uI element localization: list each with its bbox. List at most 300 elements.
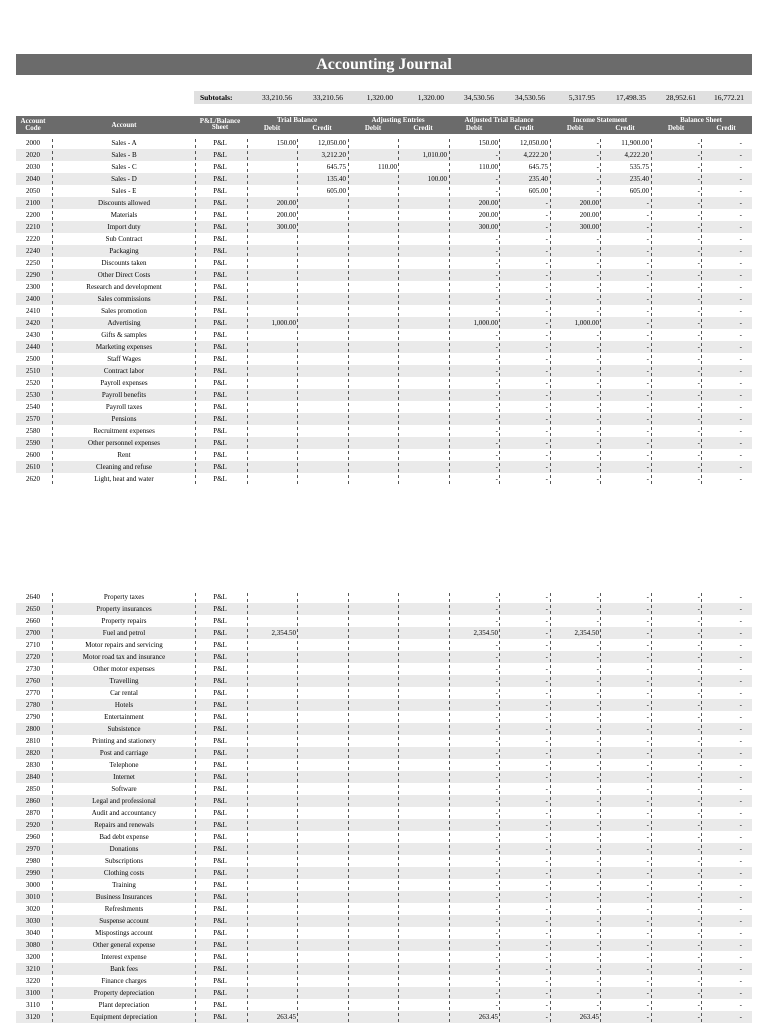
balance-debit-cell: -: [697, 917, 700, 925]
adjusted-debit-cell: -: [495, 665, 498, 673]
balance-credit-cell: -: [739, 223, 742, 231]
table-row: [16, 305, 752, 317]
adjusting-debit-cell: [349, 735, 397, 747]
adjusting-credit-cell: [399, 639, 447, 651]
adjusted-debit-cell: -: [495, 821, 498, 829]
adjusting-debit-cell: [349, 473, 397, 485]
income-debit-cell: -: [596, 247, 599, 255]
trial-credit-cell: [298, 245, 346, 257]
account-name-cell: Clothing costs: [103, 869, 145, 877]
adjusting-debit-cell: [349, 401, 397, 413]
account-code-cell: 2790: [26, 713, 40, 721]
adjusted-credit-cell: -: [545, 641, 548, 649]
account-code-cell: 2430: [26, 331, 40, 339]
adjusted-debit-cell: -: [495, 965, 498, 973]
adjusted-debit-cell: -: [495, 773, 498, 781]
trial-debit-cell: 200.00: [276, 211, 296, 219]
adjusting-credit-cell: [399, 185, 447, 197]
balance-credit-cell: -: [739, 475, 742, 483]
adjusted-debit-cell: -: [495, 391, 498, 399]
trial-debit-cell: 150.00: [276, 139, 296, 147]
account-name-cell: Entertainment: [104, 713, 144, 721]
adjusting-credit-cell: [399, 449, 447, 461]
balance-debit-cell: -: [697, 665, 700, 673]
adjusted-debit-cell: -: [495, 845, 498, 853]
income-credit-cell: -: [646, 223, 649, 231]
trial-debit-cell: [248, 699, 296, 711]
trial-debit-cell: [248, 675, 296, 687]
income-debit-cell: -: [596, 881, 599, 889]
account-code-cell: 2620: [26, 475, 40, 483]
account-code-cell: 2640: [26, 593, 40, 601]
adjusting-debit-cell: [349, 317, 397, 329]
account-name-cell: Cleaning and refuse: [96, 463, 152, 471]
income-credit-cell: -: [646, 797, 649, 805]
income-debit-cell: -: [596, 677, 599, 685]
adjusting-debit-cell: [349, 413, 397, 425]
account-name-cell: Payroll expenses: [100, 379, 148, 387]
income-credit-cell: -: [646, 199, 649, 207]
income-credit-cell: -: [646, 905, 649, 913]
adjusting-credit-cell: [399, 747, 447, 759]
table-row: [16, 879, 752, 891]
pl-balance-sheet-cell: P&L: [213, 1001, 227, 1009]
adjusting-credit-cell: [399, 771, 447, 783]
income-credit-cell: -: [646, 319, 649, 327]
income-credit-cell: -: [646, 1013, 649, 1021]
account-name-cell: Property taxes: [103, 593, 145, 601]
balance-credit-cell: -: [739, 737, 742, 745]
income-credit-cell: -: [646, 451, 649, 459]
table-row: [16, 329, 752, 341]
balance-credit-cell: -: [739, 235, 742, 243]
trial-credit-cell: [298, 603, 346, 615]
adjusting-debit-cell: [349, 987, 397, 999]
trial-debit-cell: [248, 149, 296, 161]
trial-debit-cell: [248, 401, 296, 413]
income-debit-cell: -: [596, 1001, 599, 1009]
trial-debit-cell: 1,000.00: [271, 319, 296, 327]
income-credit-cell: -: [646, 965, 649, 973]
adjusted-credit-cell: -: [545, 953, 548, 961]
pl-balance-sheet-cell: P&L: [213, 737, 227, 745]
adjusted-credit-cell: -: [545, 845, 548, 853]
adjusted-debit-cell: -: [495, 295, 498, 303]
account-code-cell: 2570: [26, 415, 40, 423]
balance-debit-cell: -: [697, 451, 700, 459]
account-code-cell: 2050: [26, 187, 40, 195]
balance-credit-cell: -: [739, 331, 742, 339]
account-code-cell: 2000: [26, 139, 40, 147]
balance-credit-cell: -: [739, 881, 742, 889]
adjusted-credit-cell: -: [545, 809, 548, 817]
subtotal-value: 17,498.35: [616, 93, 646, 102]
table-row: [16, 687, 752, 699]
account-name-cell: Telephone: [109, 761, 139, 769]
pl-balance-sheet-cell: P&L: [213, 617, 227, 625]
trial-debit-cell: [248, 795, 296, 807]
account-name-cell: Light, heat and water: [94, 475, 154, 483]
account-name-cell: Research and development: [86, 283, 162, 291]
adjusted-debit-cell: -: [495, 259, 498, 267]
pl-balance-sheet-cell: P&L: [213, 977, 227, 985]
balance-credit-cell: -: [739, 151, 742, 159]
trial-debit-cell: [248, 987, 296, 999]
adjusting-credit-cell: [399, 927, 447, 939]
income-credit-cell: -: [646, 593, 649, 601]
adjusting-debit-cell: [349, 257, 397, 269]
account-name-cell: Suspense account: [99, 917, 149, 925]
income-debit-cell: -: [596, 295, 599, 303]
trial-debit-cell: [248, 663, 296, 675]
table-row: [16, 293, 752, 305]
adjusted-debit-cell: -: [495, 593, 498, 601]
trial-credit-cell: [298, 807, 346, 819]
adjusting-debit-cell: [349, 615, 397, 627]
adjusted-debit-cell: -: [495, 439, 498, 447]
adjusting-debit-cell: [349, 149, 397, 161]
trial-credit-cell: [298, 855, 346, 867]
adjusting-debit-cell: [349, 233, 397, 245]
balance-credit-cell: -: [739, 283, 742, 291]
table-row: [16, 209, 752, 221]
account-code-cell: 2700: [26, 629, 40, 637]
pl-balance-sheet-cell: P&L: [213, 403, 227, 411]
account-code-cell: 2830: [26, 761, 40, 769]
table-row: [16, 747, 752, 759]
header-credit: Credit: [312, 124, 332, 132]
account-name-cell: Staff Wages: [107, 355, 141, 363]
account-name-cell: Printing and stationery: [92, 737, 156, 745]
pl-balance-sheet-cell: P&L: [213, 713, 227, 721]
adjusted-credit-cell: -: [545, 929, 548, 937]
trial-debit-cell: [248, 353, 296, 365]
income-debit-cell: -: [596, 953, 599, 961]
table-row: [16, 591, 752, 603]
adjusted-credit-cell: -: [545, 199, 548, 207]
table-row: [16, 723, 752, 735]
balance-debit-cell: -: [697, 713, 700, 721]
trial-credit-cell: [298, 903, 346, 915]
pl-balance-sheet-cell: P&L: [213, 1013, 227, 1021]
balance-credit-cell: -: [739, 857, 742, 865]
account-name-cell: Property repairs: [101, 617, 147, 625]
adjusting-credit-cell: [399, 783, 447, 795]
income-debit-cell: -: [596, 809, 599, 817]
trial-debit-cell: [248, 879, 296, 891]
adjusted-debit-cell: 300.00: [478, 223, 498, 231]
adjusted-credit-cell: -: [545, 677, 548, 685]
pl-balance-sheet-cell: P&L: [213, 187, 227, 195]
income-credit-cell: -: [646, 893, 649, 901]
trial-credit-cell: [298, 663, 346, 675]
adjusted-debit-cell: -: [495, 977, 498, 985]
adjusted-credit-cell: -: [545, 235, 548, 243]
account-name-cell: Recruitment expenses: [93, 427, 155, 435]
adjusted-credit-cell: -: [545, 295, 548, 303]
adjusting-debit-cell: [349, 675, 397, 687]
income-debit-cell: -: [596, 391, 599, 399]
account-code-cell: 2200: [26, 211, 40, 219]
trial-debit-cell: [248, 735, 296, 747]
trial-debit-cell: [248, 281, 296, 293]
adjusted-credit-cell: -: [545, 989, 548, 997]
adjusting-debit-cell: [349, 687, 397, 699]
adjusted-debit-cell: 263.45: [478, 1013, 498, 1021]
table-row: [16, 257, 752, 269]
balance-debit-cell: -: [697, 941, 700, 949]
adjusted-debit-cell: -: [495, 307, 498, 315]
trial-credit-cell: [298, 747, 346, 759]
adjusting-debit-cell: [349, 329, 397, 341]
adjusting-credit-cell: [399, 401, 447, 413]
pl-balance-sheet-cell: P&L: [213, 283, 227, 291]
pl-balance-sheet-cell: P&L: [213, 605, 227, 613]
account-code-cell: 2220: [26, 235, 40, 243]
balance-credit-cell: -: [739, 725, 742, 733]
adjusted-credit-cell: -: [545, 665, 548, 673]
balance-debit-cell: -: [697, 247, 700, 255]
adjusting-credit-cell: [399, 939, 447, 951]
pl-balance-sheet-cell: P&L: [213, 379, 227, 387]
trial-credit-cell: [298, 353, 346, 365]
balance-credit-cell: -: [739, 905, 742, 913]
account-name-cell: Rent: [117, 451, 131, 459]
balance-debit-cell: -: [697, 989, 700, 997]
adjusted-credit-cell: -: [545, 271, 548, 279]
income-debit-cell: -: [596, 271, 599, 279]
balance-debit-cell: -: [697, 271, 700, 279]
balance-debit-cell: -: [697, 593, 700, 601]
balance-debit-cell: -: [697, 463, 700, 471]
adjusting-debit-cell: [349, 999, 397, 1011]
account-code-cell: 2290: [26, 271, 40, 279]
balance-debit-cell: -: [697, 175, 700, 183]
trial-debit-cell: [248, 365, 296, 377]
table-row: [16, 651, 752, 663]
adjusted-credit-cell: -: [545, 713, 548, 721]
trial-credit-cell: [298, 221, 346, 233]
account-code-cell: 3030: [26, 917, 40, 925]
table-row: [16, 449, 752, 461]
income-credit-cell: -: [646, 713, 649, 721]
trial-debit-cell: [248, 449, 296, 461]
table-row: [16, 795, 752, 807]
trial-debit-cell: 2,354.50: [271, 629, 296, 637]
pl-balance-sheet-cell: P&L: [213, 319, 227, 327]
income-credit-cell: -: [646, 737, 649, 745]
trial-debit-cell: [248, 269, 296, 281]
balance-debit-cell: -: [697, 319, 700, 327]
account-code-cell: 2980: [26, 857, 40, 865]
account-name-cell: Discounts allowed: [98, 199, 150, 207]
adjusted-debit-cell: -: [495, 869, 498, 877]
income-credit-cell: -: [646, 463, 649, 471]
trial-credit-cell: [298, 723, 346, 735]
adjusted-debit-cell: -: [495, 677, 498, 685]
balance-debit-cell: -: [697, 677, 700, 685]
adjusted-debit-cell: -: [495, 761, 498, 769]
adjusting-debit-cell: [349, 771, 397, 783]
pl-balance-sheet-cell: P&L: [213, 725, 227, 733]
adjusting-credit-cell: [399, 425, 447, 437]
adjusting-debit-cell: [349, 437, 397, 449]
income-credit-cell: 235.40: [629, 175, 649, 183]
adjusting-credit-cell: [399, 663, 447, 675]
trial-credit-cell: [298, 437, 346, 449]
table-row: [16, 245, 752, 257]
header-credit: Credit: [716, 124, 736, 132]
adjusting-debit-cell: [349, 651, 397, 663]
balance-debit-cell: -: [697, 1001, 700, 1009]
account-code-cell: 2300: [26, 283, 40, 291]
income-credit-cell: -: [646, 391, 649, 399]
table-row: [16, 663, 752, 675]
trial-credit-cell: [298, 831, 346, 843]
income-debit-cell: -: [596, 965, 599, 973]
balance-credit-cell: -: [739, 403, 742, 411]
balance-debit-cell: -: [697, 821, 700, 829]
adjusting-debit-cell: [349, 353, 397, 365]
account-code-cell: 2500: [26, 355, 40, 363]
income-credit-cell: -: [646, 689, 649, 697]
income-credit-cell: -: [646, 977, 649, 985]
adjusted-debit-cell: -: [495, 331, 498, 339]
adjusted-credit-cell: -: [545, 689, 548, 697]
balance-debit-cell: -: [697, 223, 700, 231]
adjusting-debit-cell: [349, 461, 397, 473]
account-code-cell: 2760: [26, 677, 40, 685]
account-name-cell: Sales - C: [111, 163, 137, 171]
adjusted-debit-cell: -: [495, 235, 498, 243]
adjusted-credit-cell: -: [545, 223, 548, 231]
table-row: [16, 699, 752, 711]
adjusting-debit-cell: [349, 783, 397, 795]
journal-table-block-1: [16, 137, 752, 485]
adjusting-debit-cell: [349, 627, 397, 639]
pl-balance-sheet-cell: P&L: [213, 761, 227, 769]
balance-debit-cell: -: [697, 929, 700, 937]
table-row: [16, 915, 752, 927]
trial-debit-cell: [248, 413, 296, 425]
header-credit: Credit: [413, 124, 433, 132]
balance-credit-cell: -: [739, 295, 742, 303]
account-name-cell: Import duty: [107, 223, 141, 231]
trial-credit-cell: 605.00: [326, 187, 346, 195]
adjusting-credit-cell: [399, 329, 447, 341]
adjusting-debit-cell: [349, 221, 397, 233]
adjusting-debit-cell: [349, 305, 397, 317]
trial-debit-cell: [248, 771, 296, 783]
balance-debit-cell: -: [697, 163, 700, 171]
adjusting-credit-cell: [399, 843, 447, 855]
income-debit-cell: -: [596, 235, 599, 243]
adjusted-credit-cell: -: [545, 343, 548, 351]
adjusted-credit-cell: -: [545, 653, 548, 661]
adjusting-debit-cell: [349, 293, 397, 305]
adjusting-credit-cell: [399, 341, 447, 353]
adjusting-credit-cell: [399, 281, 447, 293]
trial-credit-cell: [298, 999, 346, 1011]
adjusting-credit-cell: [399, 867, 447, 879]
pl-balance-sheet-cell: P&L: [213, 223, 227, 231]
balance-debit-cell: -: [697, 307, 700, 315]
trial-debit-cell: [248, 473, 296, 485]
balance-debit-cell: -: [697, 379, 700, 387]
page-title: Accounting Journal: [16, 54, 752, 75]
adjusting-credit-cell: [399, 353, 447, 365]
pl-balance-sheet-cell: P&L: [213, 701, 227, 709]
income-debit-cell: -: [596, 929, 599, 937]
adjusted-debit-cell: -: [495, 713, 498, 721]
table-row: [16, 951, 752, 963]
trial-credit-cell: [298, 879, 346, 891]
adjusting-credit-cell: [399, 603, 447, 615]
account-name-cell: Packaging: [109, 247, 139, 255]
adjusted-debit-cell: -: [495, 475, 498, 483]
adjusting-credit-cell: [399, 257, 447, 269]
balance-credit-cell: -: [739, 821, 742, 829]
balance-credit-cell: -: [739, 953, 742, 961]
adjusting-debit-cell: [349, 843, 397, 855]
adjusted-debit-cell: -: [495, 1001, 498, 1009]
trial-credit-cell: [298, 771, 346, 783]
balance-credit-cell: -: [739, 415, 742, 423]
income-debit-cell: -: [596, 283, 599, 291]
pl-balance-sheet-cell: P&L: [213, 821, 227, 829]
account-code-cell: 2810: [26, 737, 40, 745]
table-row: [16, 999, 752, 1011]
subtotal-value: 34,530.56: [464, 93, 494, 102]
balance-credit-cell: -: [739, 713, 742, 721]
adjusted-debit-cell: -: [495, 737, 498, 745]
balance-debit-cell: -: [697, 391, 700, 399]
account-code-cell: 2780: [26, 701, 40, 709]
trial-credit-cell: [298, 341, 346, 353]
adjusting-debit-cell: [349, 759, 397, 771]
trial-debit-cell: [248, 999, 296, 1011]
balance-debit-cell: -: [697, 881, 700, 889]
subtotal-value: 5,317.95: [568, 93, 595, 102]
adjusted-debit-cell: -: [495, 689, 498, 697]
trial-debit-cell: [248, 591, 296, 603]
subtotal-value: 16,772.21: [714, 93, 744, 102]
adjusted-debit-cell: -: [495, 403, 498, 411]
account-code-cell: 2800: [26, 725, 40, 733]
balance-credit-cell: -: [739, 941, 742, 949]
adjusting-debit-cell: [349, 963, 397, 975]
income-credit-cell: -: [646, 809, 649, 817]
adjusted-credit-cell: -: [545, 283, 548, 291]
trial-credit-cell: [298, 425, 346, 437]
pl-balance-sheet-cell: P&L: [213, 989, 227, 997]
account-name-cell: Repairs and renewals: [94, 821, 154, 829]
income-credit-cell: -: [646, 439, 649, 447]
balance-credit-cell: -: [739, 175, 742, 183]
balance-debit-cell: -: [697, 905, 700, 913]
account-code-cell: 2720: [26, 653, 40, 661]
trial-debit-cell: [248, 341, 296, 353]
adjusted-credit-cell: -: [545, 379, 548, 387]
balance-debit-cell: -: [697, 749, 700, 757]
income-credit-cell: -: [646, 929, 649, 937]
balance-debit-cell: -: [697, 893, 700, 901]
balance-debit-cell: -: [697, 809, 700, 817]
adjusted-debit-cell: -: [495, 929, 498, 937]
adjusted-credit-cell: -: [545, 701, 548, 709]
income-debit-cell: -: [596, 367, 599, 375]
account-code-cell: 2650: [26, 605, 40, 613]
